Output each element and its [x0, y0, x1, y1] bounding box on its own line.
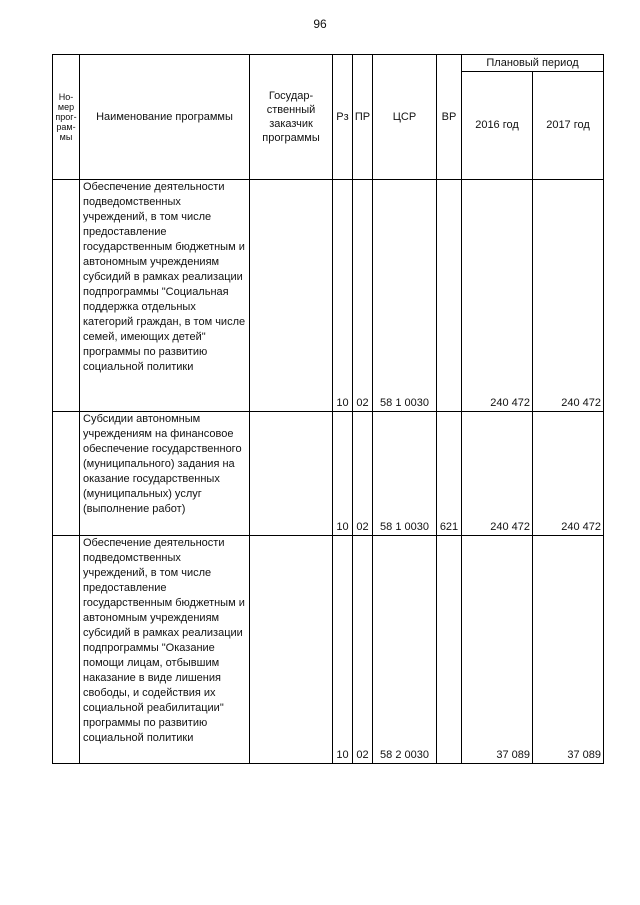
cell-rz: 10 [333, 180, 353, 412]
header-pr: ПР [353, 55, 373, 180]
cell-vr: 621 [437, 412, 462, 536]
cell-vr [437, 536, 462, 764]
budget-table [52, 54, 604, 764]
cell-rz: 10 [333, 412, 353, 536]
cell-csr: 58 1 0030 [373, 412, 437, 536]
header-year-2016: 2016 год [462, 72, 533, 180]
header-row-1 [53, 55, 604, 72]
header-csr: ЦСР [373, 55, 437, 180]
cell-2017: 240 472 [533, 180, 604, 412]
cell-rz: 10 [333, 536, 353, 764]
cell-number [53, 180, 80, 412]
header-program-name: Наименование программы [80, 55, 250, 180]
cell-2017: 37 089 [533, 536, 604, 764]
table-row [53, 412, 604, 536]
cell-customer [250, 412, 333, 536]
cell-program-name: Обеспечение деятельности подведомственных учреждений, в том числе предоставление государственным бюджетным и автономным учреждениям субсидий в рамках реализации подпрограммы "Оказание помощи лицам, отбывшим наказание в виде лишения свободы, и содействия их социальной реабилитации" программы по развитию социальной политики [80, 536, 250, 764]
cell-pr: 02 [353, 412, 373, 536]
cell-2016: 37 089 [462, 536, 533, 764]
header-planned-period: Плановый период [462, 55, 604, 72]
header-rz: Рз [333, 55, 353, 180]
cell-customer [250, 536, 333, 764]
cell-2016: 240 472 [462, 180, 533, 412]
header-year-2017: 2017 год [533, 72, 604, 180]
cell-number [53, 536, 80, 764]
cell-pr: 02 [353, 180, 373, 412]
table-row [53, 180, 604, 412]
cell-csr: 58 1 0030 [373, 180, 437, 412]
header-customer: Государ- ственный заказчик программы [250, 55, 333, 180]
cell-pr: 02 [353, 536, 373, 764]
cell-2017: 240 472 [533, 412, 604, 536]
cell-number [53, 412, 80, 536]
header-vr: ВР [437, 55, 462, 180]
cell-program-name: Обеспечение деятельности подведомственных учреждений, в том числе предоставление государственным бюджетным и автономным учреждениям субсидий в рамках реализации подпрограммы "Социальная поддержка отдельных категорий граждан, в том числе семей, имеющих детей" программы по развитию социальной политики [80, 180, 250, 412]
cell-customer [250, 180, 333, 412]
cell-2016: 240 472 [462, 412, 533, 536]
header-program-number: Но- мер прог- рам- мы [53, 55, 80, 180]
cell-csr: 58 2 0030 [373, 536, 437, 764]
cell-program-name: Субсидии автономным учреждениям на финансовое обеспечение государственного (муниципального) задания на оказание государственных (муниципальных) услуг (выполнение работ) [80, 412, 250, 536]
page-number: 96 [313, 17, 327, 31]
cell-vr [437, 180, 462, 412]
table-row [53, 536, 604, 764]
